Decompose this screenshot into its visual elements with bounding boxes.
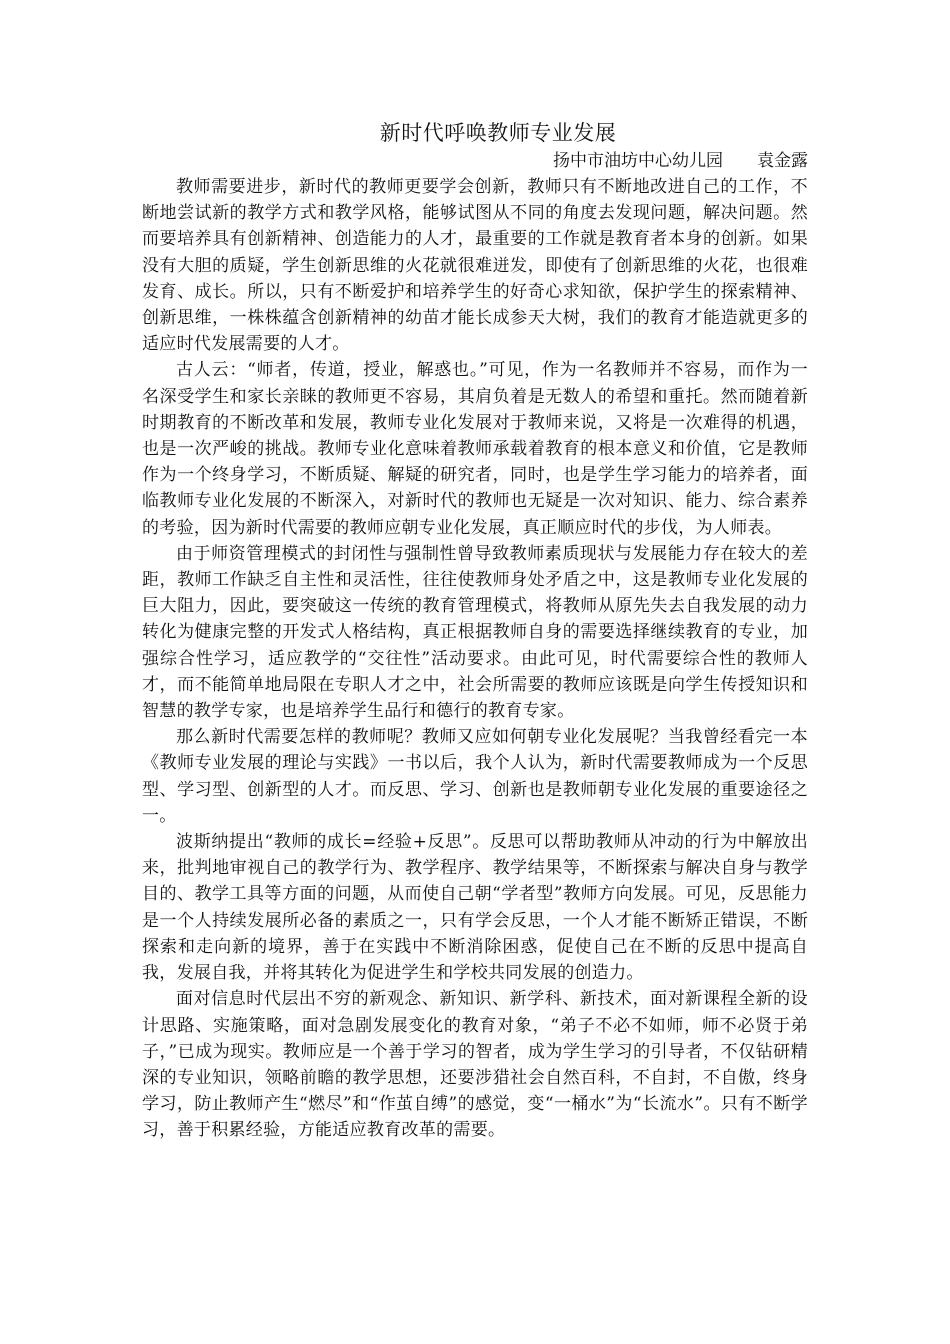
author-byline <box>142 148 808 174</box>
body-paragraph-2: 古人云：“师者，传道，授业，解惑也。”可见，作为一名教师并不容易，而作为一名深受学生和家长亲睐的教师更不容易，其肩负着是无数人的希望和重托。然而随着新时期教育的不断改革和发展，教师专业化发展对于教师来说，又将是一次难得的机遇，也是一次严峻的挑战。教师专业化意味着教师承载着教育的根本意义和价值，它是教师作为一个终身学习，不断质疑、解疑的研究者，同时，也是学生学习能力的培养者，面临教师专业化发展的不断深入，对新时代的教师也无疑是一次对知识、能力、综合素养的考验，因为新时代需要的教师应朝专业化发展，真正顺应时代的步伐，为人师表。 <box>142 360 808 538</box>
author-school: 扬中市油坊中心幼儿园 <box>553 151 723 171</box>
body-paragraph-6: 面对信息时代层出不穷的新观念、新知识、新学科、新技术，面对新课程全新的设计思路、实施策略，面对急剧发展变化的教育对象，“弟子不必不如师，师不必贤于弟子，”已成为现实。教师应是一个善于学习的智者，成为学生学习的引导者，不仅钻研精深的专业知识，领略前瞻的教学思想，还要涉猎社会自然百科，不自封，不自傲，终身学习，防止教师产生“燃尽”和“作茧自缚”的感觉，变“一桶水”为“长流水”。只有不断学习，善于积累经验，方能适应教育改革的需要。 <box>142 989 808 1141</box>
body-paragraph-3: 由于师资管理模式的封闭性与强制性曾导致教师素质现状与发展能力存在较大的差距，教师工作缺乏自主性和灵活性，往往使教师身处矛盾之中，这是教师专业化发展的巨大阻力，因此，要突破这一传统的教育管理模式，将教师从原先失去自我发展的动力转化为健康完整的开发式人格结构，真正根据教师自身的需要选择继续教育的专业，加强综合性学习，适应教学的“交往性”活动要求。由此可见，时代需要综合性的教师人才，而不能简单地局限在专职人才之中，社会所需要的教师应该既是向学生传授知识和智慧的教学专家，也是培养学生品行和德行的教育专家。 <box>142 543 808 722</box>
document-title: 新时代呼唤教师专业发展 <box>379 121 617 145</box>
body-paragraph-5: 波斯纳提出“教师的成长=经验+反思”。反思可以帮助教师从冲动的行为中解放出来，批判地审视自己的教学行为、教学程序、教学结果等，不断探索与解决自身与教学目的、教学工具等方面的问题，从而使自己朝“学者型”教师方向发展。可见，反思能力是一个人持续发展所必备的素质之一，只有学会反思，一个人才能不断矫正错误，不断探索和走向新的境界，善于在实践中不断消除困惑，促使自己在不断的反思中提高自我，发展自我，并将其转化为促进学生和学校共同发展的创造力。 <box>142 832 808 984</box>
body-paragraph-1: 教师需要进步，新时代的教师更要学会创新，教师只有不断地改进自己的工作，不断地尝试新的教学方式和教学风格，能够试图从不同的角度去发现问题，解决问题。然而要培养具有创新精神、创造能力的人才，最重要的工作就是教育者本身的创新。如果没有大胆的质疑，学生创新思维的火花就很难迸发，即使有了创新思维的火花，也很难发育、成长。所以，只有不断爱护和培养学生的好奇心求知欲，保护学生的探索精神、创新思维，一株株蕴含创新精神的幼苗才能长成参天大树，我们的教育才能造就更多的适应时代发展需要的人才。 <box>142 177 808 355</box>
document-page <box>142 118 808 1144</box>
author-name: 袁金露 <box>757 151 808 171</box>
body-paragraph-4: 那么新时代需要怎样的教师呢？教师又应如何朝专业化发展呢？当我曾经看完一本《教师专业发展的理论与实践》一书以后，我个人认为，新时代需要教师成为一个反思型、学习型、创新型的人才。而反思、学习、创新也是教师朝专业化发展的重要途径之一。 <box>142 727 808 826</box>
